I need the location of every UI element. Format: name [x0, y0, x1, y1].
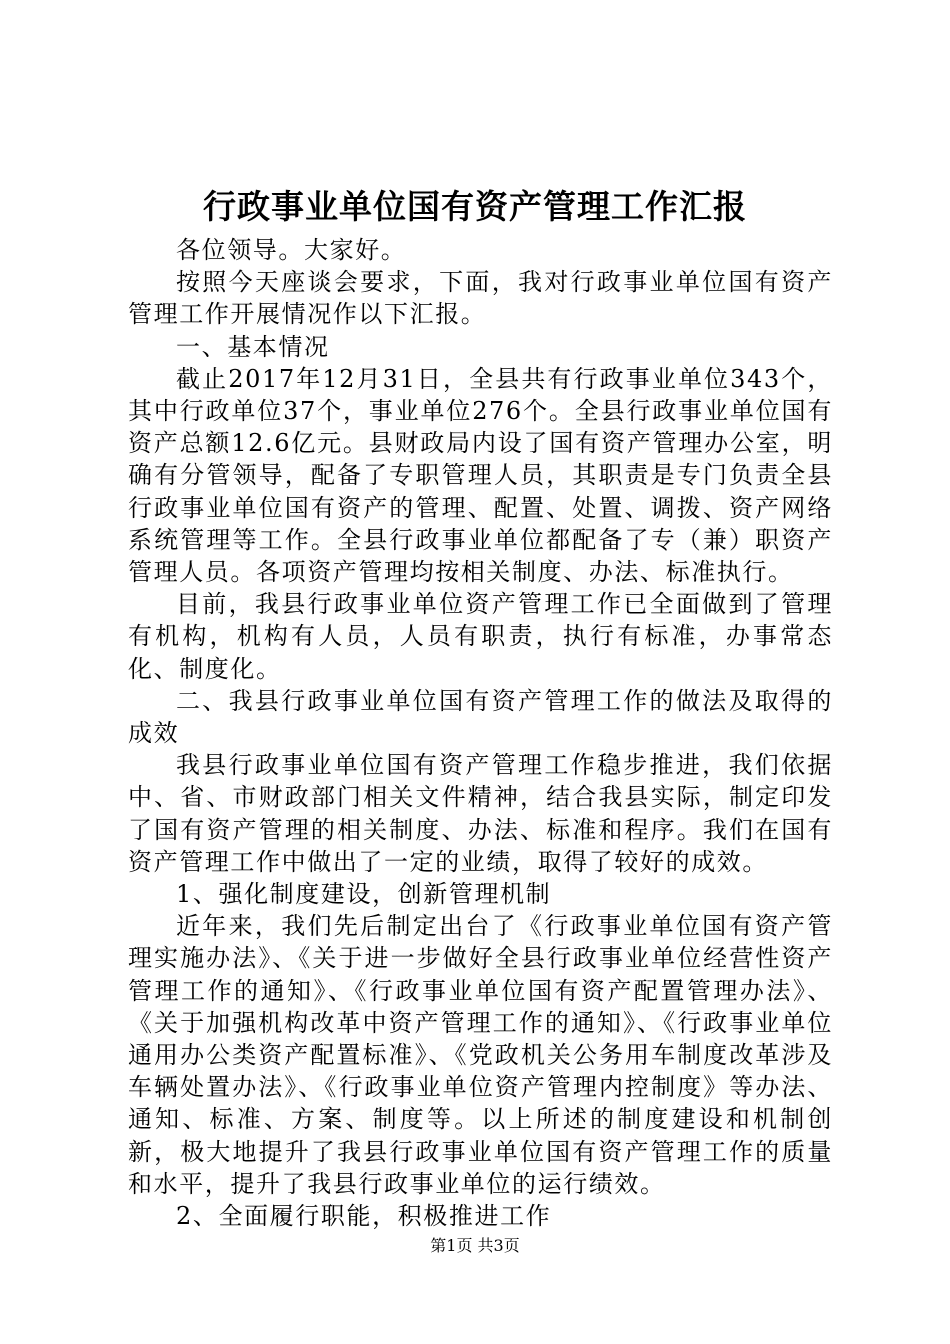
document-body	[128, 234, 833, 1232]
subheading-perform-duties: 2、全面履行职能，积极推进工作	[176, 1202, 552, 1231]
greeting-paragraph: 各位领导。大家好。	[176, 236, 407, 264]
subheading-system-building: 1、强化制度建设，创新管理机制	[176, 880, 552, 909]
intro-paragraph: 按照今天座谈会要求，下面，我对行政事业单位国有资产管理工作开展情况作以下汇报。	[128, 268, 833, 329]
section-heading-basic-situation: 一、基本情况	[176, 332, 330, 361]
basic-situation-paragraph: 截止2017年12月31日，全县共有行政事业单位343个，其中行政单位37个，事业单位276个。全县行政事业单位国有资产总额12.6亿元。县财政局内设了国有资产管理办公室，明确有分管领导，配备了专职管理人员，其职责是专门负责全县行政事业单位国有资产的管理、配置、处置、调拨、资产网络系统管理等工作。全县行政事业单位都配备了专（兼）职资产管理人员。各项资产管理均按相关制度、办法、标准执行。	[128, 364, 833, 587]
system-building-paragraph: 近年来，我们先后制定出台了《行政事业单位国有资产管理实施办法》、《关于进一步做好全县行政事业单位经营性资产管理工作的通知》、《行政事业单位国有资产配置管理办法》、《关于加强机构改革中资产管理工作的通知》、《行政事业单位通用办公类资产配置标准》、《党政机关公务用车制度改革涉及车辆处置办法》、《行政事业单位资产管理内控制度》等办法、通知、标准、方案、制度等。以上所述的制度建设和机制创新，极大地提升了我县行政事业单位国有资产管理工作的质量和水平，提升了我县行政事业单位的运行绩效。	[128, 912, 833, 1198]
current-status-paragraph: 目前，我县行政事业单位资产管理工作已全面做到了管理有机构，机构有人员，人员有职责，执行有标准，办事常态化、制度化。	[128, 590, 833, 683]
practices-paragraph: 我县行政事业单位国有资产管理工作稳步推进，我们依据中、省、市财政部门相关文件精神，结合我县实际，制定印发了国有资产管理的相关制度、办法、标准和程序。我们在国有资产管理工作中做出了一定的业绩，取得了较好的成效。	[128, 751, 833, 876]
page-footer: 第1页 共3页	[430, 1236, 520, 1255]
section-heading-practices: 二、我县行政事业单位国有资产管理工作的做法及取得的成效	[128, 686, 833, 748]
document-title: 行政事业单位国有资产管理工作汇报	[203, 187, 747, 226]
